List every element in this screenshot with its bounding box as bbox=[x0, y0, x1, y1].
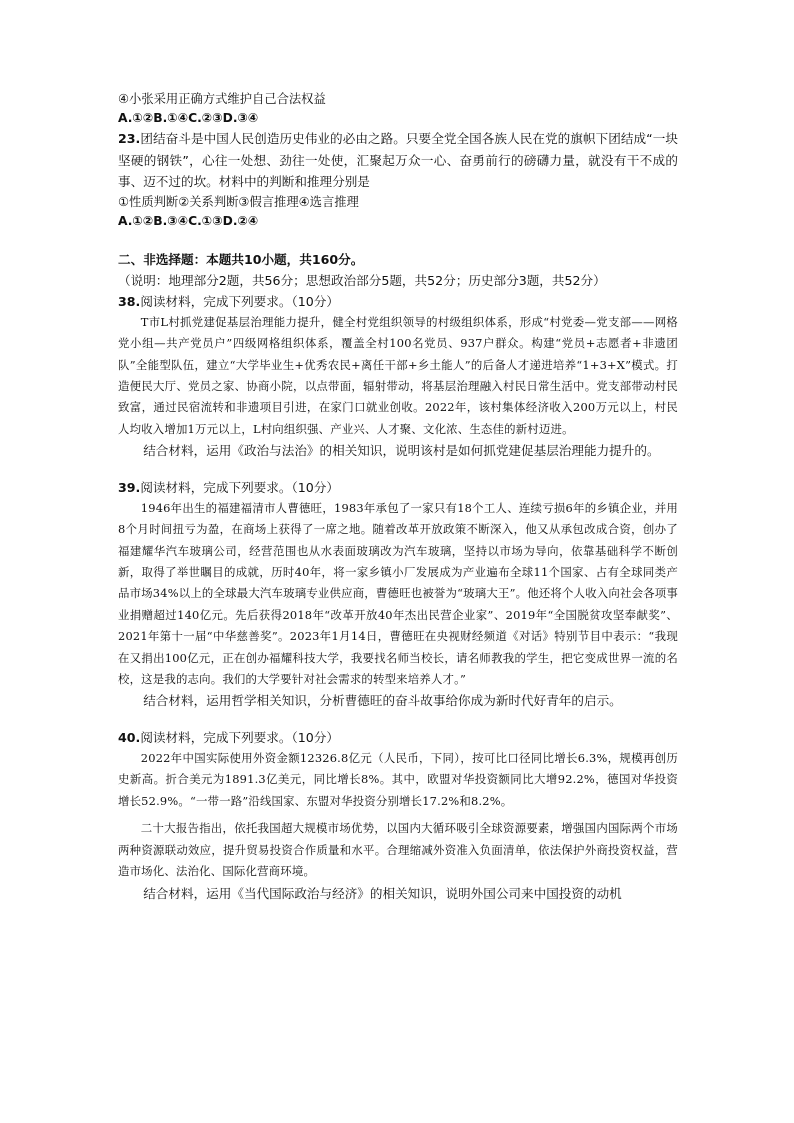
q38-task: 结合材料，运用《政治与法治》的相关知识，说明该村是如何抓党建促基层治理能力提升的。 bbox=[143, 443, 660, 459]
q23-number: 23. bbox=[118, 131, 141, 146]
exam-page bbox=[118, 90, 678, 904]
q40-heading bbox=[118, 727, 678, 748]
q39-heading bbox=[118, 477, 678, 498]
q23-options: ①性质判断②关系判断③假言推理④选言推理 bbox=[118, 194, 359, 209]
q39-heading-text: 阅读材料，完成下列要求。（10分） bbox=[140, 479, 339, 495]
q22-option-4: ④小张采用正确方式维护自己合法权益 bbox=[118, 92, 326, 106]
q38-heading-text: 阅读材料，完成下列要求。（10分） bbox=[140, 293, 339, 309]
q40-heading-text: 阅读材料，完成下列要求。（10分） bbox=[140, 730, 339, 746]
q39-number: 39. bbox=[118, 479, 141, 495]
q40-number: 40. bbox=[118, 730, 141, 746]
q23-stem-text: 团结奋斗是中国人民创造历史伟业的必由之路。只要全党全国各族人民在党的旗帜下团结成“一块坚硬的钢铁”，心往一处想、劲往一处使，汇聚起万众一心、奋勇前行的磅礴力量，就没有干不成的事、迈不过的坎。材料中的判断和推理分别是 bbox=[118, 131, 678, 190]
q40-material-1: 2022年中国实际使用外资金额12326.8亿元（人民币，下同），按可比口径同比增长6.3%，规模再创历史新高。折合美元为1891.3亿美元，同比增长8%。其中，欧盟对华投资额同比大增92.2%，德国对华投资增长52.9%。“一带一路”沿线国家、东盟对华投资分别增长17.2%和8.2%。 bbox=[118, 751, 678, 808]
q38-heading bbox=[118, 291, 678, 312]
q22-answer-choices: A.①②B.①④C.②③D.③④ bbox=[118, 111, 259, 125]
q39-task: 结合材料，运用哲学相关知识，分析曹德旺的奋斗故事给你成为新时代好青年的启示。 bbox=[143, 693, 622, 709]
q40-material-2: 二十大报告指出，依托我国超大规模市场优势，以国内大循环吸引全球资源要素，增强国内国际两个市场两种资源联动效应，提升贸易投资合作质量和水平。合理缩减外资准入负面清单，依法保护外商投资权益，营造市场化、法治化、国际化营商环境。 bbox=[118, 821, 678, 879]
section-2-title: 二、非选择题：本题共10小题，共160分。 bbox=[118, 251, 364, 267]
q38-material: T市L村抓党建促基层治理能力提升，健全村党组织领导的村级组织体系，形成“村党委—党支部——网格党小组—共产党员户”四级网格组织体系，覆盖全村100名党员、937户群众。构建“党员+志愿者+非遗团队”全能型队伍，建立“大学毕业生+优秀农民+离任干部+乡土能人”的后备人才递进培养“1+3+X”模式。打造便民大厅、党员之家、协商小院，以点带面，辐射带动，将基层治理融入村民日常生活中。党支部带动村民致富，通过民宿流转和非遗项目引进，在家门口就业创收。2022年，该村集体经济收入200万元以上，村民人均收入增加1万元以上，L村向组织强、产业兴、人才聚、文化浓、生态佳的新村迈进。 bbox=[118, 314, 678, 436]
section-2-note: （说明：地理部分2题，共56分；思想政治部分5题，共52分；历史部分3题，共52分） bbox=[118, 272, 606, 288]
q23-answer-choices: A.①②B.③④C.①③D.②④ bbox=[118, 213, 259, 228]
q23-stem bbox=[118, 128, 678, 193]
q39-material: 1946年出生的福建福清市人曹德旺，1983年承包了一家只有18个工人、连续亏损6年的乡镇企业，并用8个月时间扭亏为盈，在商场上获得了一席之地。随着改革开放政策不断深入，他又从承包改成合资，创办了福建耀华汽车玻璃公司，经营范围也从水表面玻璃改为汽车玻璃，坚持以市场为导向，依靠基础科学不断创新，取得了举世瞩目的成就，历时40年，将一家乡镇小厂发展成为产业遍布全球11个国家、占有全球同类产品市场34%以上的全球最大汽车玻璃专业供应商，曹德旺也被誉为“玻璃大王”。他还将个人收入向社会各项事业捐赠超过140亿元。先后获得2018年“改革开放40年杰出民营企业家”、2019年“全国脱贫攻坚奉献奖”、2021年第十一届“中华慈善奖”。2023年1月14日，曹德旺在央视财经频道《对话》特别节目中表示：“我现在又捐出100亿元，正在创办福耀科技大学，我要找名师当校长，请名师教我的学生，把它变成世界一流的名校，这是我的志向。我们的大学要针对社会需求的转型来培养人才。” bbox=[118, 500, 678, 687]
q38-number: 38. bbox=[118, 293, 141, 309]
q40-task: 结合材料，运用《当代国际政治与经济》的相关知识，说明外国公司来中国投资的动机 bbox=[143, 885, 622, 901]
